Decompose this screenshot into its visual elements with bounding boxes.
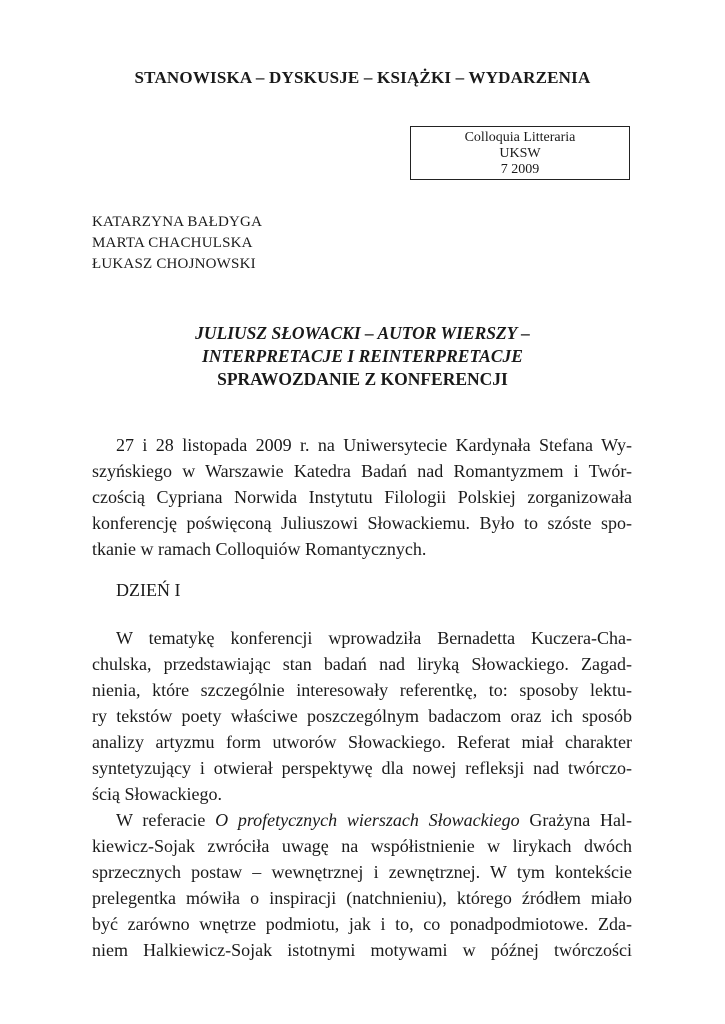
text-line: ścią Słowackiego. bbox=[92, 784, 222, 804]
text-line: syntetyzujący i otwierał perspektywę dla nowej refleksji nad twórczo- bbox=[92, 758, 632, 778]
text-line: tkanie w ramach Colloquiów Romantycznych. bbox=[92, 539, 427, 559]
title-line: JULIUSZ SŁOWACKI – AUTOR WIERSZY – bbox=[195, 323, 530, 343]
paragraph-opening bbox=[92, 625, 632, 807]
text-line: prelegentka mówiła o inspiracji (natchnieniu), którego źródłem miało bbox=[92, 888, 632, 908]
journal-name: Colloquia Litteraria bbox=[464, 130, 576, 145]
text-line: być zarówno wnętrze podmiotu, jak i to, co ponadpodmiotowe. Zda- bbox=[92, 914, 632, 934]
text-run: Grażyna Hal- bbox=[519, 810, 633, 830]
author-list bbox=[92, 212, 262, 275]
title-subtitle: SPRAWOZDANIE Z KONFERENCJI bbox=[217, 369, 508, 389]
article-title bbox=[0, 322, 725, 391]
paragraph-profetic bbox=[92, 807, 632, 963]
cited-title: O profetycznych wierszach Słowackiego bbox=[215, 810, 520, 830]
text-line: konferencję poświęconą Juliuszowi Słowackiemu. Było to szóste spo- bbox=[92, 513, 632, 533]
text-line: niem Halkiewicz-Sojak istotnymi motywami w późnej twórczości bbox=[92, 940, 632, 960]
text-line: analizy artyzmu form utworów Słowackiego. Referat miał charakter bbox=[92, 732, 632, 752]
text-line: chulska, przedstawiając stan badań nad liryką Słowackiego. Zagad- bbox=[92, 654, 632, 674]
journal-info-box bbox=[410, 126, 630, 180]
text-line: W tematykę konferencji wprowadziła Bernadetta Kuczera-Cha- bbox=[116, 628, 632, 648]
paragraph-intro bbox=[92, 432, 632, 562]
journal-issue: 7 2009 bbox=[500, 162, 540, 177]
text-line: nienia, które szczególnie interesowały referentkę, to: sposoby lektu- bbox=[92, 680, 632, 700]
text-line: kiewicz-Sojak zwróciła uwagę na współistnienie w lirykach dwóch bbox=[92, 836, 632, 856]
text-line: 27 i 28 listopada 2009 r. na Uniwersytecie Kardynała Stefana Wy- bbox=[116, 435, 632, 455]
author-name: ŁUKASZ CHOJNOWSKI bbox=[92, 256, 256, 272]
text-line: sprzecznych postaw – wewnętrznej i zewnętrznej. W tym kontekście bbox=[92, 862, 632, 882]
text-line bbox=[92, 807, 632, 833]
text-run: W referacie bbox=[116, 810, 216, 830]
running-head: STANOWISKA – DYSKUSJE – KSIĄŻKI – WYDARZENIA bbox=[134, 68, 591, 87]
author-name: MARTA CHACHULSKA bbox=[92, 235, 253, 251]
title-line: INTERPRETACJE I REINTERPRETACJE bbox=[202, 346, 523, 366]
author-name: KATARZYNA BAŁDYGA bbox=[92, 214, 263, 230]
text-line: czością Cypriana Norwida Instytutu Filologii Polskiej zorganizowała bbox=[92, 487, 632, 507]
text-line: szyńskiego w Warszawie Katedra Badań nad Romantyzmem i Twór- bbox=[92, 461, 632, 481]
text-line: ry tekstów poety właściwe poszczególnym badaczom oraz ich sposób bbox=[92, 706, 632, 726]
section-heading: DZIEŃ I bbox=[116, 580, 181, 600]
journal-publisher: UKSW bbox=[499, 146, 541, 161]
